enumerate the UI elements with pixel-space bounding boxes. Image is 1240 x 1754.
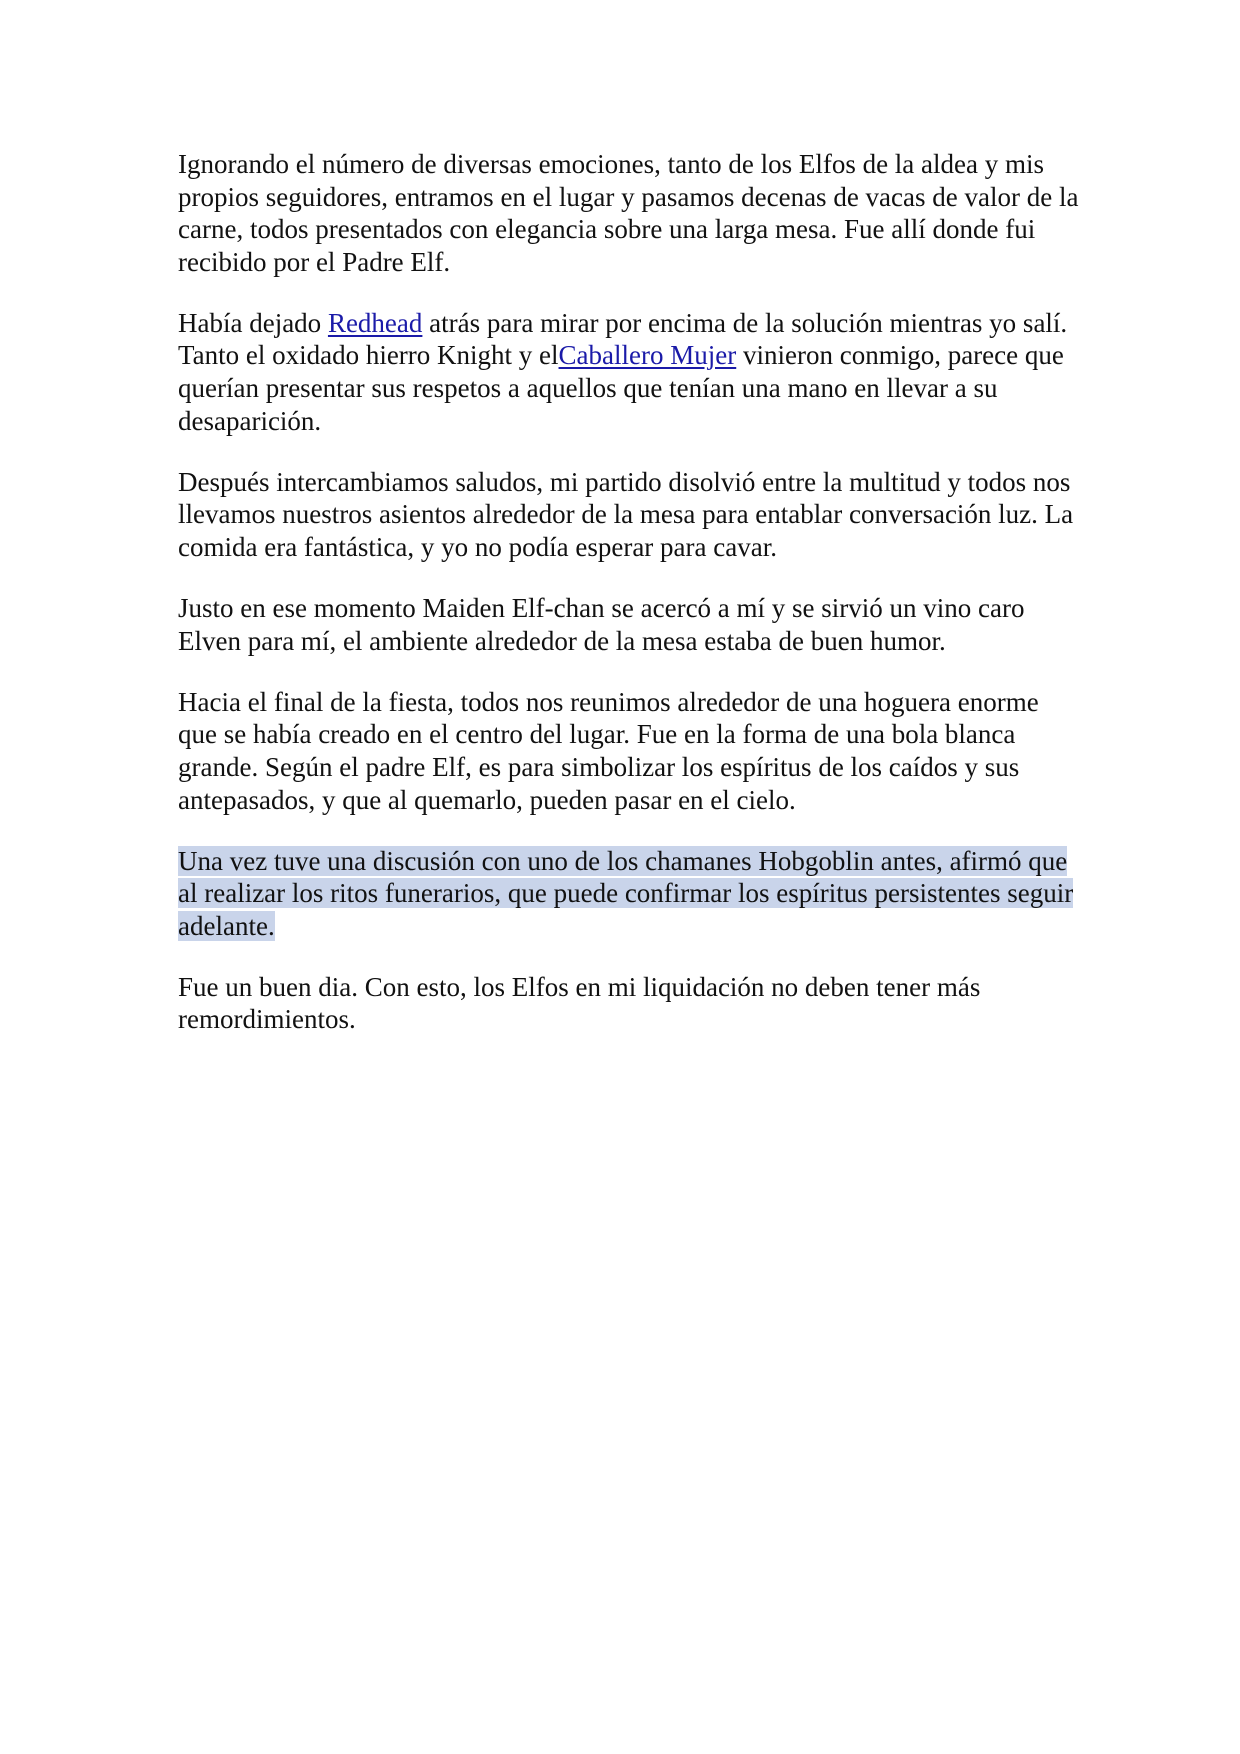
paragraph-6-highlighted[interactable] xyxy=(178,845,1080,943)
paragraph-1: Ignorando el número de diversas emociones, tanto de los Elfos de la aldea y mis propios seguidores, entramos en el lugar y pasamos decenas de vacas de valor de la carne, todos presentados con elegancia sobre una larga mesa. Fue allí donde fui recibido por el Padre Elf. xyxy=(178,149,1079,277)
paragraph-2-text-c: vinieron conmigo, parece que querían presentar sus respetos a aquellos que tenían una mano en llevar a su desaparición. xyxy=(178,340,1064,436)
paragraph-7: Fue un buen dia. Con esto, los Elfos en mi liquidación no deben tener más remordimientos. xyxy=(178,971,981,1035)
paragraph-5: Hacia el final de la fiesta, todos nos reunimos alrededor de una hoguera enorme que se había creado en el centro del lugar. Fue en la forma de una bola blanca grande. Según el padre Elf, es para simbolizar los espíritus de los caídos y sus antepasados, y que al quemarlo, pueden pasar en el cielo. xyxy=(178,686,1039,815)
paragraph-2-text-b: atrás para mirar por encima de la solución mientras yo salí. Tanto el oxidado hierro Knight y el xyxy=(178,307,1068,371)
paragraph-4: Justo en ese momento Maiden Elf-chan se acercó a mí y se sirvió un vino caro Elven para mí, el ambiente alrededor de la mesa estaba de buen humor. xyxy=(178,593,1025,656)
caballero-mujer-link[interactable]: Caballero Mujer xyxy=(558,340,737,371)
paragraph-2 xyxy=(178,307,1080,437)
paragraph-2-text-a: Había dejado xyxy=(178,307,328,338)
text-selection-highlight[interactable]: Una vez tuve una discusión con uno de los chamanes Hobgoblin antes, afirmó que al realizar los ritos funerarios, que puede confirmar los espíritus persistentes seguir adelante. xyxy=(178,845,1074,941)
redhead-link[interactable]: Redhead xyxy=(327,307,423,338)
paragraph-3: Después intercambiamos saludos, mi partido disolvió entre la multitud y todos nos llevamos nuestros asientos alrededor de la mesa para entablar conversación luz. La comida era fantástica, y yo no podía esperar para cavar. xyxy=(178,466,1074,562)
document-body xyxy=(178,148,1080,1065)
